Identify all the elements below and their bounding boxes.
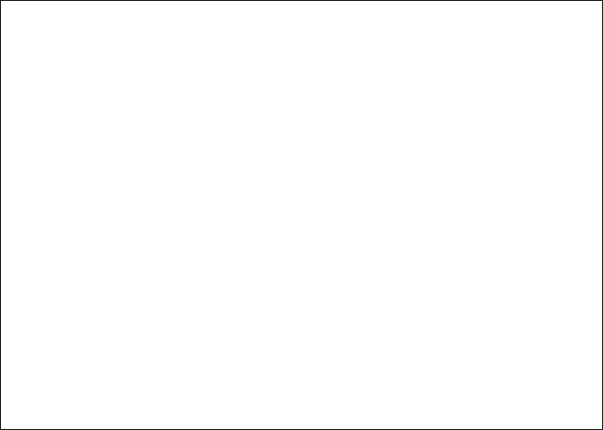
notice-title [9,7,594,26]
notice-footer [9,397,594,425]
notice-subtitle [9,26,594,44]
notice-body [9,48,594,393]
